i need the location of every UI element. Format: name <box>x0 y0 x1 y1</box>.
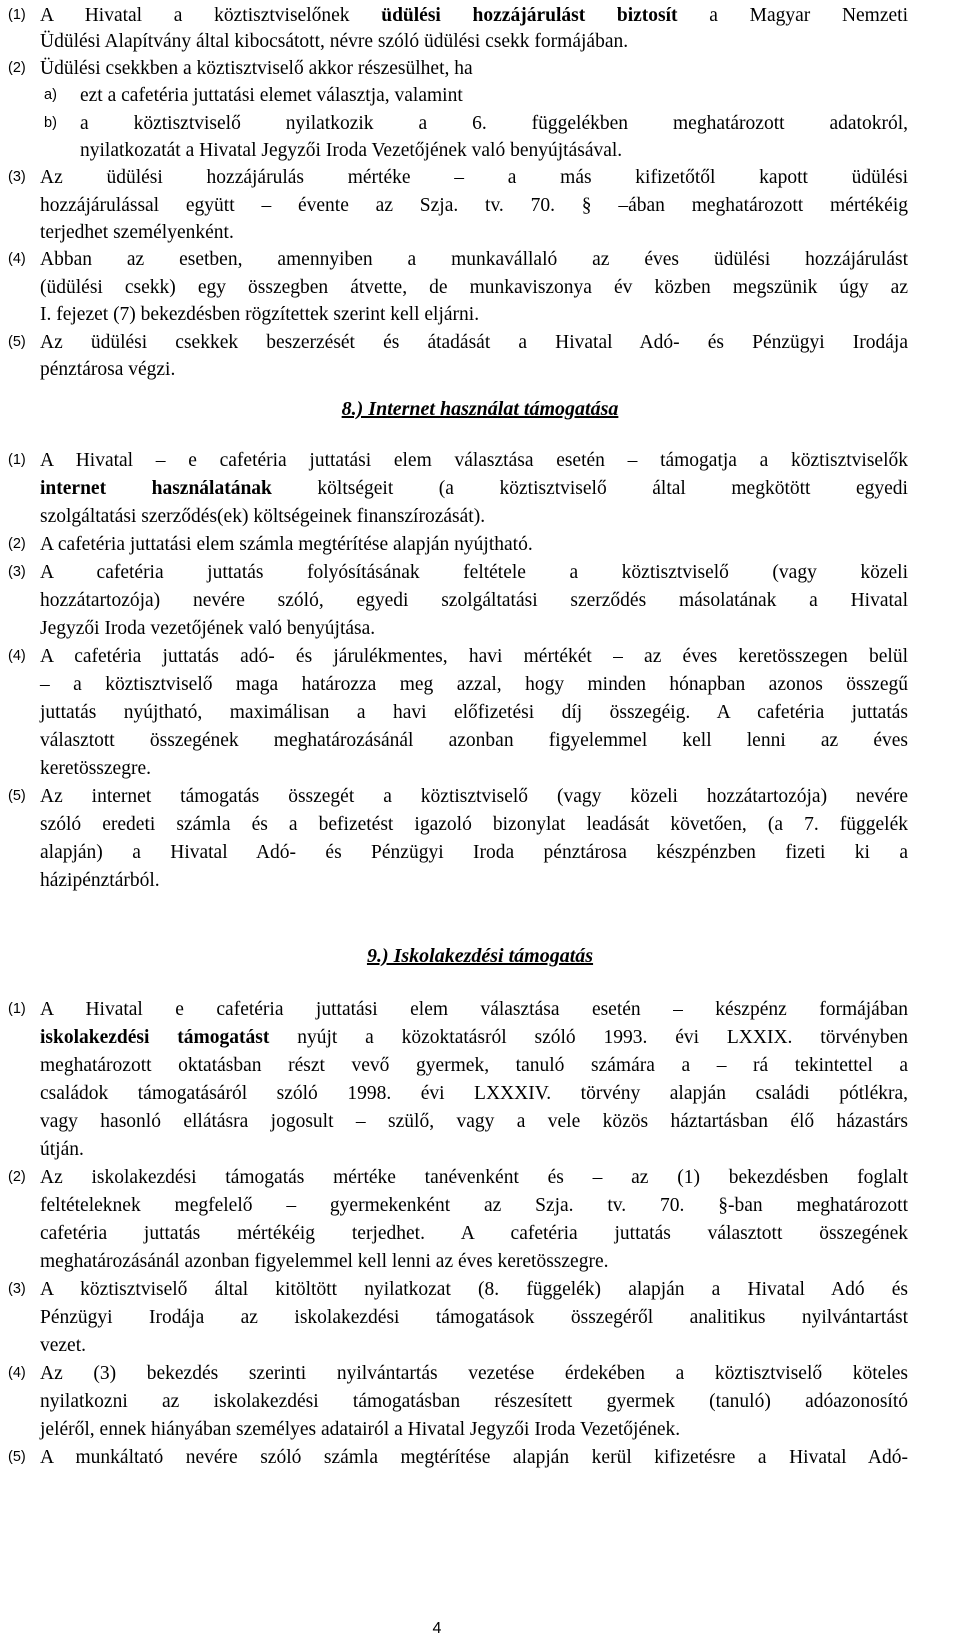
text-line <box>0 1332 960 1359</box>
text-line <box>0 1276 960 1303</box>
line-text <box>40 783 908 810</box>
text-line <box>0 1444 960 1471</box>
line-text <box>40 671 908 698</box>
paragraph-number: (3) <box>8 169 26 185</box>
text-run: szolgáltatási szerződés(ek) költségeinek finanszírozását). <box>40 506 486 527</box>
paragraph-number: (4) <box>8 648 26 664</box>
line-text <box>40 356 175 383</box>
line-text <box>40 559 908 586</box>
line-text <box>40 274 908 301</box>
line-text <box>40 503 485 530</box>
line-text <box>40 1220 908 1247</box>
text-run: vagy hasonló ellátásra jogosult – szülő, vagy a vele közös háztartásban élő házastárs <box>40 1111 908 1132</box>
text-run: pénztárosa végzi. <box>40 359 176 380</box>
line-text <box>40 1108 908 1135</box>
text-run: cafetéria juttatás mértékéig terjedhet. A cafetéria juttatás választott összegének <box>40 1223 908 1244</box>
text-line <box>0 996 960 1023</box>
line-text <box>40 727 908 754</box>
line-text <box>40 55 473 82</box>
text-line <box>0 1052 960 1079</box>
paragraph-number: (2) <box>8 60 26 76</box>
text-line <box>0 1164 960 1191</box>
line-text <box>40 531 533 558</box>
text-line <box>0 811 960 838</box>
text-run: meghatározott oktatásban részt vevő gyermek, tanuló számára a – rá tekintettel a <box>40 1055 908 1076</box>
line-text <box>40 1052 908 1079</box>
text-run: (üdülési csekk) egy összegben átvette, de munkaviszonya év közben megszünik úgy az <box>40 277 908 298</box>
text-run: nyilatkozatát a Hivatal Jegyzői Iroda Vezetőjének való benyújtásával. <box>80 140 623 161</box>
text-run: családok támogatásáról szóló 1998. évi LXXXIV. törvény alapján családi pótlékra, <box>40 1083 908 1104</box>
line-text <box>40 1332 86 1359</box>
text-line <box>0 867 960 894</box>
text-line <box>0 192 960 219</box>
text-run: nyújt a közoktatásról szóló 1993. évi LXXIX. törvényben <box>269 1027 908 1048</box>
text-run: Üdülési Alapítvány által kibocsátott, névre szóló üdülési csekk formájában. <box>40 31 629 52</box>
text-run: a Magyar Nemzeti <box>677 5 908 26</box>
text-line <box>0 1024 960 1051</box>
text-run: nyilatkozni az iskolakezdési támogatásban részesített gyermek (tanuló) adóazonosító <box>40 1391 908 1412</box>
line-text <box>40 996 908 1023</box>
text-run: terjedhet személyenként. <box>40 222 234 243</box>
text-run: A cafetéria juttatás folyósításának feltétele a köztisztviselő (vagy közeli <box>40 562 908 583</box>
paragraph-number: (3) <box>8 1281 26 1297</box>
paragraph-number: (4) <box>8 251 26 267</box>
text-run: Abban az esetben, amennyiben a munkavállaló az éves üdülési hozzájárulást <box>40 249 908 270</box>
text-line <box>0 755 960 782</box>
bold-text: iskolakezdési támogatást <box>40 1027 270 1048</box>
item-label: a) <box>44 87 57 103</box>
paragraph-number: (5) <box>8 788 26 804</box>
text-run: A cafetéria juttatási elem számla megtérítése alapján nyújtható. <box>40 534 533 555</box>
text-run: Az (3) bekezdés szerinti nyilvántartás vezetése érdekében a köztisztviselő köteles <box>40 1363 908 1384</box>
text-line <box>0 329 960 356</box>
text-run: Az iskolakezdési támogatás mértéke tanévenként és – az (1) bekezdésben foglalt <box>40 1167 908 1188</box>
paragraph-number: (4) <box>8 1365 26 1381</box>
text-line <box>0 1080 960 1107</box>
line-text <box>40 1276 908 1303</box>
line-text <box>40 1416 680 1443</box>
text-run: Üdülési csekkben a köztisztviselő akkor részesülhet, ha <box>40 58 473 79</box>
text-line <box>0 1136 960 1163</box>
text-run: útján. <box>40 1139 84 1160</box>
text-line <box>0 356 960 383</box>
text-line <box>0 1192 960 1219</box>
text-line <box>0 1108 960 1135</box>
text-line <box>0 727 960 754</box>
text-run: jeléről, ennek hiányában személyes adatairól a Hivatal Jegyzői Iroda Vezetőjének. <box>40 1419 681 1440</box>
text-run: Pénzügyi Irodája az iskolakezdési támogatások összegéről analitikus nyilvántartást <box>40 1307 908 1328</box>
line-text <box>40 1080 908 1107</box>
text-line <box>0 531 960 558</box>
line-text <box>40 615 375 642</box>
text-line <box>0 503 960 530</box>
text-run: Az üdülési csekkek beszerzését és átadását a Hivatal Adó- és Pénzügyi Irodája <box>40 332 908 353</box>
text-run: A Hivatal a köztisztviselőnek <box>40 5 382 26</box>
line-text <box>40 329 908 356</box>
text-run: a köztisztviselő nyilatkozik a 6. függelékben meghatározott adatokról, <box>80 113 908 134</box>
line-text <box>40 811 908 838</box>
section-heading: 8.) Internet használat támogatása <box>341 398 619 420</box>
paragraph-number: (1) <box>8 1001 26 1017</box>
text-line <box>0 137 960 164</box>
section-heading: 9.) Iskolakezdési támogatás <box>366 945 594 967</box>
text-run: Az üdülési hozzájárulás mértéke – a más kifizetőtől kapott üdülési <box>40 167 908 188</box>
text-line <box>0 615 960 642</box>
paragraph-number: (3) <box>8 564 26 580</box>
text-run: Jegyzői Iroda vezetőjének való benyújtása. <box>40 618 376 639</box>
text-run: Az internet támogatás összegét a köztisztviselő (vagy közeli hozzátartozója) nevére <box>40 786 908 807</box>
text-line <box>0 1416 960 1443</box>
text-run: A köztisztviselő által kitöltött nyilatkozat (8. függelék) alapján a Hivatal Adó és <box>40 1279 908 1300</box>
line-text <box>80 137 622 164</box>
text-line <box>0 1360 960 1387</box>
text-line <box>0 1220 960 1247</box>
text-run: I. fejezet (7) bekezdésben rögzítettek szerint kell eljárni. <box>40 304 480 325</box>
line-text <box>40 1304 908 1331</box>
text-line <box>0 2 960 29</box>
text-run: A Hivatal e cafetéria juttatási elem választása esetén – készpénz formájában <box>40 999 908 1020</box>
line-text <box>40 1248 608 1275</box>
line-text <box>40 219 234 246</box>
line-text <box>40 839 908 866</box>
text-run: hozzájárulással együtt – évente az Szja. tv. 70. § –ában meghatározott mértékéig <box>40 195 908 216</box>
paragraph-number: (2) <box>8 536 26 552</box>
text-line <box>0 699 960 726</box>
item-label: b) <box>44 115 57 131</box>
line-text <box>40 643 908 670</box>
paragraph-number: (1) <box>8 452 26 468</box>
text-line <box>0 587 960 614</box>
line-text <box>40 699 908 726</box>
bold-text: internet használatának <box>40 478 272 499</box>
text-line <box>0 164 960 191</box>
line-text <box>80 110 908 137</box>
text-run: választott összegének meghatározásánál azonban figyelemmel kell lenni az éves <box>40 730 908 751</box>
text-run: A Hivatal – e cafetéria juttatási elem választása esetén – támogatja a köztisztviselők <box>40 450 908 471</box>
line-text <box>80 82 463 109</box>
text-run: A munkáltató nevére szóló számla megtérítése alapján kerül kifizetésre a Hivatal Adó- <box>40 1447 908 1468</box>
text-run: hozzátartozója) nevére szóló, egyedi szolgáltatási szerződés másolatának a Hivatal <box>40 590 908 611</box>
line-text <box>40 1360 908 1387</box>
line-text <box>40 447 908 474</box>
line-text <box>40 587 908 614</box>
line-text <box>40 28 628 55</box>
text-line <box>0 671 960 698</box>
text-run: alapján) a Hivatal Adó- és Pénzügyi Iroda pénztárosa készpénzben fizeti ki a <box>40 842 908 863</box>
line-text <box>40 1444 908 1471</box>
paragraph-number: (5) <box>8 1449 26 1465</box>
text-line <box>0 246 960 273</box>
bold-text: üdülési hozzájárulást biztosít <box>381 5 678 26</box>
line-text <box>40 1388 908 1415</box>
text-line <box>0 559 960 586</box>
line-text <box>40 301 479 328</box>
text-run: ezt a cafetéria juttatási elemet választja, valamint <box>80 85 463 106</box>
text-run: – a köztisztviselő maga határozza meg azzal, hogy minden hónapban azonos összegű <box>40 674 908 695</box>
paragraph-number: (5) <box>8 334 26 350</box>
text-line <box>0 1388 960 1415</box>
paragraph-number: (2) <box>8 1169 26 1185</box>
line-text <box>40 192 908 219</box>
text-line <box>0 839 960 866</box>
text-run: szóló eredeti számla és a befizetést igazoló bizonylat leadását követően, (a 7. függelék <box>40 814 908 835</box>
text-line <box>0 274 960 301</box>
text-run: házipénztárból. <box>40 870 160 891</box>
text-line <box>0 55 960 82</box>
page-number: 4 <box>432 1620 442 1637</box>
text-run: meghatározásánál azonban figyelemmel kell lenni az éves keretösszegre. <box>40 1251 609 1272</box>
text-run: vezet. <box>40 1335 87 1356</box>
text-run: költségeit (a köztisztviselő által megkötött egyedi <box>271 478 908 499</box>
text-line <box>0 475 960 502</box>
line-text <box>40 246 908 273</box>
line-text <box>40 1164 908 1191</box>
line-text <box>40 1024 908 1051</box>
text-line <box>0 110 960 137</box>
line-text <box>40 2 908 29</box>
text-run: feltételeknek megfelelő – gyermekenként az Szja. tv. 70. §-ban meghatározott <box>40 1195 908 1216</box>
line-text <box>40 1192 908 1219</box>
text-line <box>0 28 960 55</box>
line-text <box>40 475 908 502</box>
text-line <box>0 643 960 670</box>
text-line <box>0 447 960 474</box>
paragraph-number: (1) <box>8 7 26 23</box>
text-run: keretösszegre. <box>40 758 151 779</box>
text-line <box>0 219 960 246</box>
text-run: A cafetéria juttatás adó- és járulékmentes, havi mértékét – az éves keretösszegen belül <box>40 646 908 667</box>
text-line <box>0 301 960 328</box>
line-text <box>40 755 151 782</box>
line-text <box>40 1136 84 1163</box>
text-line <box>0 1304 960 1331</box>
line-text <box>40 867 160 894</box>
text-line <box>0 82 960 109</box>
text-line <box>0 783 960 810</box>
text-run: juttatás nyújtható, maximálisan a havi előfizetési díj összegéig. A cafetéria juttatás <box>40 702 908 723</box>
line-text <box>40 164 908 191</box>
text-line <box>0 1248 960 1275</box>
